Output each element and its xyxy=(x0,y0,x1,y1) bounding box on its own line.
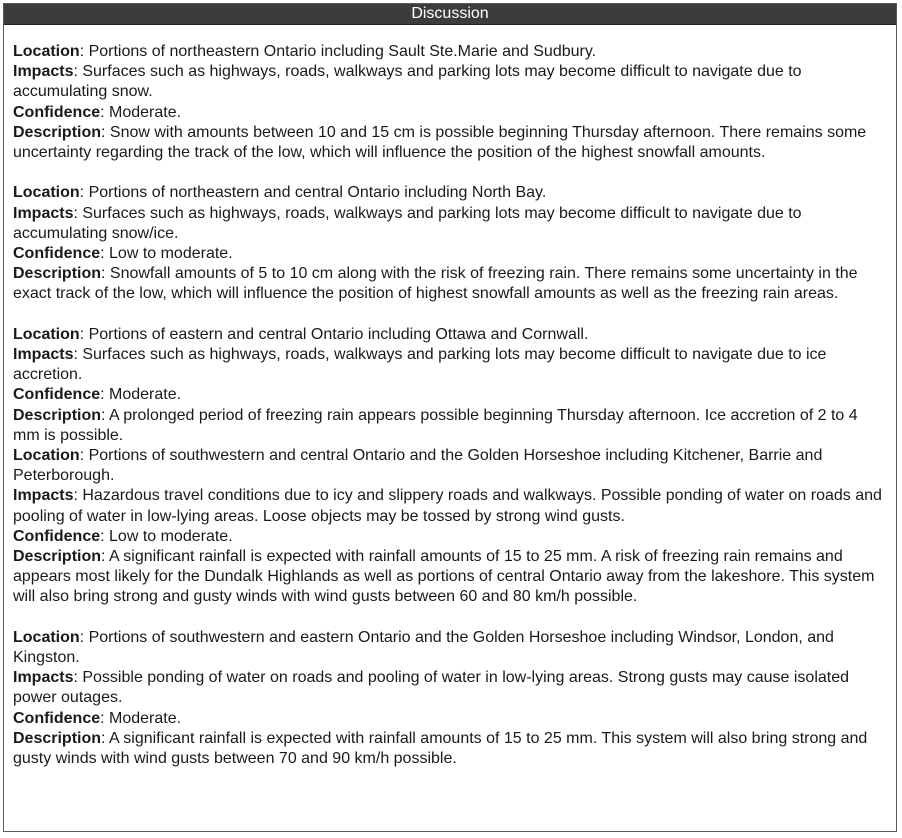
confidence-line: Confidence: Moderate. xyxy=(13,709,182,727)
location-line: Location: Portions of northeastern Ontario including Sault Ste.Marie and Sudbury. xyxy=(13,43,597,60)
forecast-entry xyxy=(13,628,886,769)
description-line: Description: A significant rainfall is expected with rainfall amounts of 15 to 25 mm. This system will also bring strong and gusty winds with wind gusts between 70 and 90 km/h possible. xyxy=(13,729,868,768)
discussion-panel xyxy=(3,3,897,832)
confidence-text: Moderate. xyxy=(109,103,182,121)
description-line: Description: A significant rainfall is expected with rainfall amounts of 15 to 25 mm. A risk of freezing rain remains and appears most likely for the Dundalk Highlands as well as portions of central Ontario away from the lakeshore. This system will also bring strong and gusty winds with wind gusts between 60 and 80 km/h possible. xyxy=(13,548,875,606)
confidence-line: Confidence: Moderate. xyxy=(13,103,182,121)
description-label: Description xyxy=(13,729,102,747)
impacts-label: Impacts xyxy=(13,63,74,81)
forecast-entry xyxy=(13,183,886,304)
description-line: Description: Snow with amounts between 10 and 15 cm is possible beginning Thursday afternoon. There remains some uncertainty regarding the track of the low, which will influence the position of the highest snowfall amounts. xyxy=(13,123,867,162)
confidence-label: Confidence xyxy=(13,386,101,404)
location-label: Location xyxy=(13,43,80,60)
confidence-label: Confidence xyxy=(13,527,101,545)
confidence-line: Confidence: Low to moderate. xyxy=(13,527,233,545)
impacts-line: Impacts: Possible ponding of water on roads and pooling of water in low-lying areas. Strong gusts may cause isolated power outages. xyxy=(13,669,850,707)
location-line: Location: Portions of southwestern and eastern Ontario and the Golden Horseshoe including Windsor, London, and Kingston. xyxy=(13,628,834,667)
location-text: Portions of northeastern and central Ontario including North Bay. xyxy=(88,184,547,202)
discussion-body xyxy=(4,25,896,769)
description-line: Description: A prolonged period of freezing rain appears possible beginning Thursday afternoon. Ice accretion of 2 to 4 mm is possible. xyxy=(13,406,858,444)
impacts-line: Impacts: Hazardous travel conditions due to icy and slippery roads and walkways. Possible ponding of water on roads and pooling of water in low-lying areas. Loose objects may be tossed by strong wind gusts. xyxy=(13,487,882,525)
location-line: Location: Portions of northeastern and central Ontario including North Bay. xyxy=(13,184,547,202)
forecast-entry xyxy=(13,42,886,163)
impacts-line: Impacts: Surfaces such as highways, roads, walkways and parking lots may become difficult to navigate due to accumulating snow/ice. xyxy=(13,204,802,242)
confidence-label: Confidence xyxy=(13,245,101,263)
impacts-text: Possible ponding of water on roads and pooling of water in low-lying areas. Strong gusts may cause isolated power outages. xyxy=(13,669,850,707)
impacts-text: Surfaces such as highways, roads, walkways and parking lots may become difficult to navigate due to accumulating snow. xyxy=(13,63,802,101)
impacts-text: Surfaces such as highways, roads, walkways and parking lots may become difficult to navigate due to accumulating snow/ice. xyxy=(13,204,802,242)
description-label: Description xyxy=(13,265,102,283)
location-label: Location xyxy=(13,447,80,465)
impacts-text: Surfaces such as highways, roads, walkways and parking lots may become difficult to navigate due to ice accretion. xyxy=(13,346,827,384)
forecast-entry xyxy=(13,325,886,446)
location-line: Location: Portions of eastern and central Ontario including Ottawa and Cornwall. xyxy=(13,325,589,343)
location-text: Portions of southwestern and central Ontario and the Golden Horseshoe including Kitchener, Barrie and Peterborough. xyxy=(13,447,823,485)
location-text: Portions of northeastern Ontario including Sault Ste.Marie and Sudbury. xyxy=(88,43,597,60)
location-label: Location xyxy=(13,628,80,646)
description-line: Description: Snowfall amounts of 5 to 10 cm along with the risk of freezing rain. There remains some uncertainty in the exact track of the low, which will influence the position of highest snowfall amounts as well as the freezing rain areas. xyxy=(13,265,858,303)
description-label: Description xyxy=(13,123,102,141)
impacts-label: Impacts xyxy=(13,204,74,222)
impacts-text: Hazardous travel conditions due to icy and slippery roads and walkways. Possible ponding of water on roads and pooling of water in low-lying areas. Loose objects may be tossed by strong wind gusts. xyxy=(13,487,882,525)
confidence-text: Low to moderate. xyxy=(109,245,233,263)
description-text: Snow with amounts between 10 and 15 cm is possible beginning Thursday afternoon. There remains some uncertainty regarding the track of the low, which will influence the position of the highest snowfall amounts. xyxy=(13,123,867,162)
description-label: Description xyxy=(13,548,102,566)
forecast-entry xyxy=(13,446,886,608)
description-text: A prolonged period of freezing rain appears possible beginning Thursday afternoon. Ice accretion of 2 to 4 mm is possible. xyxy=(13,406,858,444)
impacts-label: Impacts xyxy=(13,669,74,687)
location-label: Location xyxy=(13,325,80,343)
confidence-text: Moderate. xyxy=(109,386,182,404)
location-text: Portions of southwestern and eastern Ontario and the Golden Horseshoe including Windsor, London, and Kingston. xyxy=(13,628,834,667)
impacts-line: Impacts: Surfaces such as highways, roads, walkways and parking lots may become difficult to navigate due to accumulating snow. xyxy=(13,63,802,101)
location-label: Location xyxy=(13,184,80,202)
confidence-line: Confidence: Moderate. xyxy=(13,386,182,404)
impacts-label: Impacts xyxy=(13,346,74,364)
impacts-line: Impacts: Surfaces such as highways, roads, walkways and parking lots may become difficult to navigate due to ice accretion. xyxy=(13,346,827,384)
impacts-label: Impacts xyxy=(13,487,74,505)
description-text: A significant rainfall is expected with rainfall amounts of 15 to 25 mm. A risk of freezing rain remains and appears most likely for the Dundalk Highlands as well as portions of central Ontario away from the lakeshore. This system will also bring strong and gusty winds with wind gusts between 60 and 80 km/h possible. xyxy=(13,548,875,606)
panel-title: Discussion xyxy=(4,4,896,25)
description-text: Snowfall amounts of 5 to 10 cm along with the risk of freezing rain. There remains some uncertainty in the exact track of the low, which will influence the position of highest snowfall amounts as well as the freezing rain areas. xyxy=(13,265,858,303)
description-text: A significant rainfall is expected with rainfall amounts of 15 to 25 mm. This system will also bring strong and gusty winds with wind gusts between 70 and 90 km/h possible. xyxy=(13,729,868,768)
confidence-text: Moderate. xyxy=(109,709,182,727)
description-label: Description xyxy=(13,406,102,424)
confidence-label: Confidence xyxy=(13,103,101,121)
confidence-line: Confidence: Low to moderate. xyxy=(13,245,233,263)
location-text: Portions of eastern and central Ontario including Ottawa and Cornwall. xyxy=(88,325,589,343)
confidence-label: Confidence xyxy=(13,709,101,727)
location-line: Location: Portions of southwestern and central Ontario and the Golden Horseshoe including Kitchener, Barrie and Peterborough. xyxy=(13,447,823,485)
confidence-text: Low to moderate. xyxy=(109,527,233,545)
